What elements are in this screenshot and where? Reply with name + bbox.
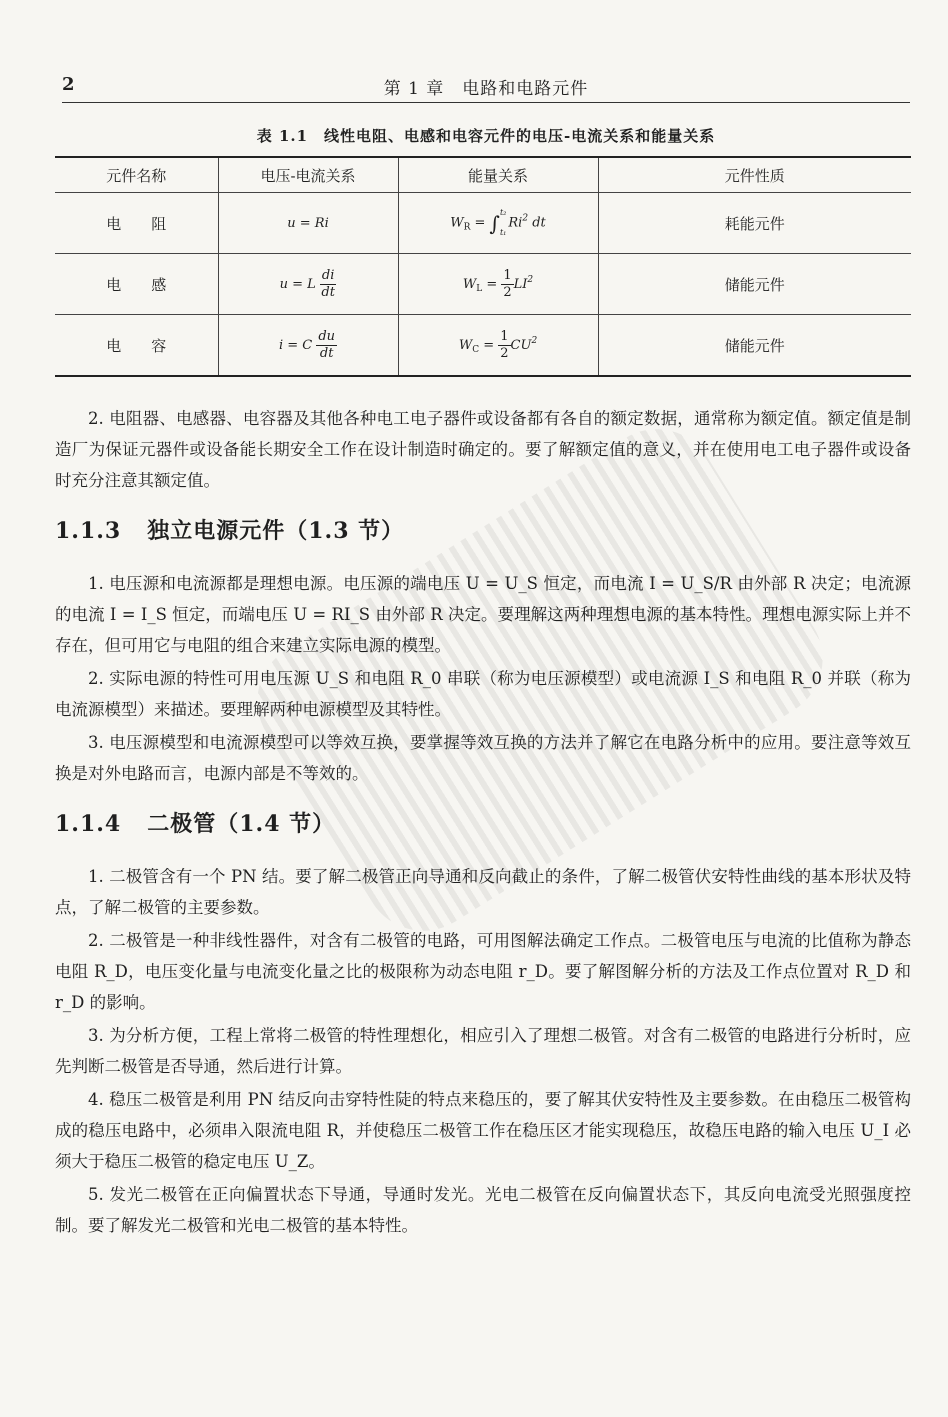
paragraph: 2. 二极管是一种非线性器件，对含有二极管的电路，可用图解法确定工作点。二极管电压与电流的比值称为静态电阻 R_D，电压变化量与电流变化量之比的极限称为动态电阻 r_D。要了解图解分析的方法及工作点位置对 R_D 和 r_D 的影响。 [55, 931, 911, 1012]
table-row [55, 315, 911, 377]
column-header: 能量关系 [398, 157, 598, 193]
running-header [62, 70, 910, 103]
section-number: 1.1.4 [55, 811, 122, 837]
energy-relation: $W_L$ = $\frac{1}{2}$ $LI^2$ [398, 254, 598, 315]
column-header: 电压-电流关系 [218, 157, 398, 193]
element-name: 电感 [55, 254, 218, 315]
chapter-title: 第 1 章 电路和电路元件 [383, 79, 589, 99]
vi-relation: i = C $\frac{du}{dt}$ [218, 315, 398, 377]
main-text [55, 403, 911, 1243]
vi-relation: u = Ri [218, 193, 398, 254]
table-row [55, 193, 911, 254]
section-number: 1.1.3 [55, 518, 122, 544]
energy-relation: $W_C$ = $\frac{1}{2}$ $CU^2$ [398, 315, 598, 377]
element-nature: 储能元件 [598, 315, 911, 377]
page-number: 2 [62, 74, 75, 95]
vi-relation: u = L $\frac{di}{dt}$ [218, 254, 398, 315]
paragraph: 2. 电阻器、电感器、电容器及其他各种电工电子器件或设备都有各自的额定数据，通常称为额定值。额定值是制造厂为保证元器件或设备能长期安全工作在设计制造时确定的。要了解额定值的意义，并在使用电工电子器件或设备时充分注意其额定值。 [55, 409, 911, 490]
table-header-row [55, 157, 911, 193]
element-name: 电阻 [55, 193, 218, 254]
paragraph: 5. 发光二极管在正向偏置状态下导通，导通时发光。光电二极管在反向偏置状态下，其反向电流受光照强度控制。要了解发光二极管和光电二极管的基本特性。 [55, 1185, 911, 1235]
section-heading-1-1-4 [55, 809, 911, 839]
element-nature: 耗能元件 [598, 193, 911, 254]
element-nature: 储能元件 [598, 254, 911, 315]
paragraph: 3. 为分析方便，工程上常将二极管的特性理想化，相应引入了理想二极管。对含有二极管的电路进行分析时，应先判断二极管是否导通，然后进行计算。 [55, 1026, 911, 1076]
section-title: 二极管（1.4 节） [147, 811, 336, 837]
column-header: 元件名称 [55, 157, 218, 193]
section-title: 独立电源元件（1.3 节） [147, 518, 405, 544]
table-caption: 表 1.1 线性电阻、电感和电容元件的电压-电流关系和能量关系 [256, 127, 716, 145]
paragraph: 4. 稳压二极管是利用 PN 结反向击穿特性陡的特点来稳压的，要了解其伏安特性及主要参数。在由稳压二极管构成的稳压电路中，必须串入限流电阻 R，并使稳压二极管工作在稳压区才能实现稳压，故稳压电路的输入电压 U_I 必须大于稳压二极管的稳定电压 U_Z。 [55, 1090, 911, 1171]
column-header: 元件性质 [598, 157, 911, 193]
table-row [55, 254, 911, 315]
paragraph: 1. 二极管含有一个 PN 结。要了解二极管正向导通和反向截止的条件，了解二极管伏安特性曲线的基本形状及特点，了解二极管的主要参数。 [55, 867, 911, 917]
paragraph: 2. 实际电源的特性可用电压源 U_S 和电阻 R_0 串联（称为电压源模型）或电流源 I_S 和电阻 R_0 并联（称为电流源模型）来描述。要理解两种电源模型及其特性。 [55, 669, 911, 719]
element-relations-table [55, 156, 911, 377]
paragraph: 3. 电压源模型和电流源模型可以等效互换，要掌握等效互换的方法并了解它在电路分析中的应用。要注意等效互换是对外电路而言，电源内部是不等效的。 [55, 733, 911, 783]
paragraph: 1. 电压源和电流源都是理想电源。电压源的端电压 U = U_S 恒定，而电流 I = U_S/R 由外部 R 决定；电流源的电流 I = I_S 恒定，而端电压 U = RI_S 由外部 R 决定。要理解这两种理想电源的基本特性。理想电源实际上并不存在，但可用它与电阻的组合来建立实际电源的模型。 [55, 574, 911, 655]
section-heading-1-1-3 [55, 516, 911, 546]
element-name: 电容 [55, 315, 218, 377]
energy-relation: $W_R = \int t_2$ t₁Ri$^2$ dt [398, 193, 598, 254]
